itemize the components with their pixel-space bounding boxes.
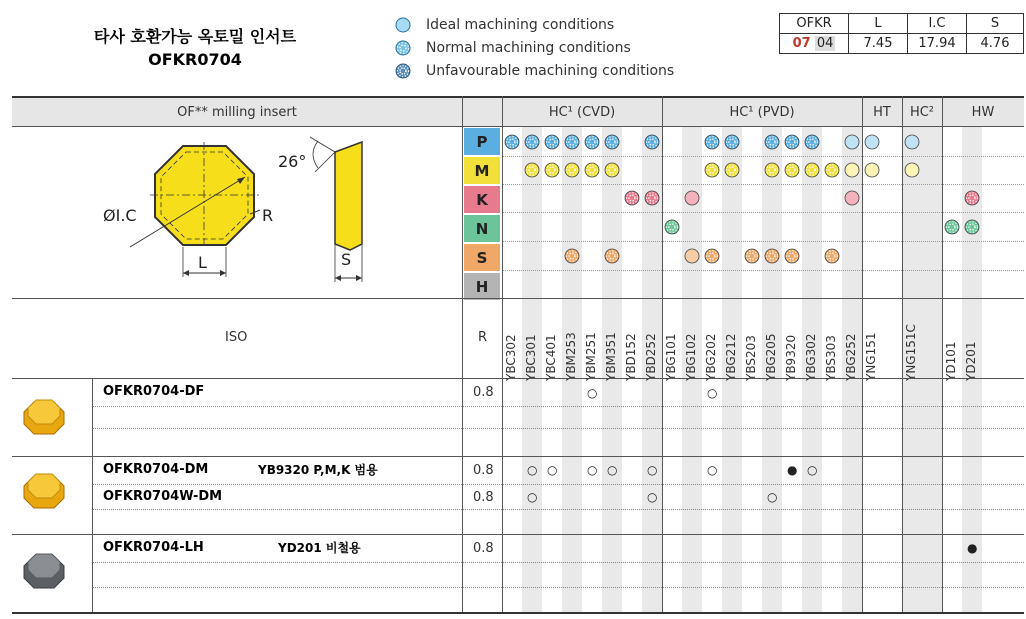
normal-flower-icon [744, 248, 760, 264]
dims-value-ic: 17.94 [908, 34, 967, 54]
dims-size-code: 07 04 [780, 34, 849, 54]
legend-unfavourable [392, 60, 674, 82]
iso-group-p: P [464, 128, 500, 155]
insert-r-dm: 0.8 [473, 463, 494, 478]
grid-line [662, 96, 663, 612]
grade-label: YBG102 [684, 333, 698, 381]
iso-group-n: N [464, 215, 500, 242]
normal-flower-icon [504, 134, 520, 150]
grade-label: YBM251 [584, 332, 598, 381]
normal-flower-icon [964, 219, 980, 235]
grid-line [92, 406, 1024, 407]
insert-grade-mark: ○ [547, 463, 558, 477]
ideal-circle-icon [864, 162, 880, 178]
dims-header-s: S [967, 14, 1024, 34]
grid-line [92, 378, 93, 612]
grid-line [502, 270, 1024, 271]
grade-label: YBC302 [504, 334, 518, 381]
iso-group-s: S [464, 244, 500, 271]
insert-code-lh: OFKR0704-LH [103, 540, 204, 555]
r-label: R [262, 206, 274, 225]
insert-grade-mark: ○ [587, 463, 598, 477]
normal-flower-icon [784, 134, 800, 150]
ideal-circle-icon [844, 190, 860, 206]
group-hc-pvd: HC¹ (PVD) [729, 104, 795, 120]
grade-label: YBC301 [524, 334, 538, 381]
l-label: L [198, 253, 207, 272]
group-hc-cvd: HC¹ (CVD) [548, 104, 616, 120]
insert-grade-mark: ○ [807, 463, 818, 477]
insert-note-dm: YB9320 P,M,K 범용 [258, 463, 378, 477]
normal-flower-icon [724, 162, 740, 178]
unfavourable-flower-icon [964, 190, 980, 206]
normal-flower-icon [764, 248, 780, 264]
normal-flower-icon [764, 162, 780, 178]
group-hc2: HC² [909, 104, 935, 120]
grid-line [92, 562, 1024, 563]
insert-grade-mark: ● [787, 463, 798, 477]
normal-flower-icon [644, 134, 660, 150]
grid-line [462, 96, 463, 612]
grid-line [12, 126, 1024, 127]
dims-header-ofkr: OFKR [780, 14, 849, 34]
ideal-circle-icon [864, 134, 880, 150]
grade-label: YNG151C [904, 324, 918, 381]
grade-label: YNG151 [864, 332, 878, 381]
grid-line [12, 612, 1024, 614]
normal-flower-icon [664, 219, 680, 235]
normal-flower-icon [804, 162, 820, 178]
normal-flower-icon [564, 162, 580, 178]
grade-label: YBD252 [644, 333, 658, 381]
unfavourable-flower-icon [392, 63, 414, 79]
ideal-circle-icon [684, 248, 700, 264]
normal-flower-icon [392, 40, 414, 56]
insert-grade-mark: ○ [767, 490, 778, 504]
insert-grade-mark: ○ [707, 463, 718, 477]
insert-note-lh: YD201 비철용 [278, 541, 361, 555]
grade-label: YBG302 [804, 333, 818, 381]
insert-r-lh: 0.8 [473, 541, 494, 556]
insert-grade-mark: ○ [527, 490, 538, 504]
normal-flower-icon [604, 134, 620, 150]
insert-thumb-dm [22, 468, 66, 512]
normal-flower-icon [944, 219, 960, 235]
insert-thumb-lh [22, 548, 66, 592]
normal-flower-icon [584, 134, 600, 150]
legend-normal [392, 37, 631, 59]
legend-label-normal: Normal machining conditions [426, 40, 631, 56]
grid-line [92, 484, 1024, 485]
normal-flower-icon [704, 134, 720, 150]
normal-flower-icon [624, 190, 640, 206]
legend-label-ideal: Ideal machining conditions [426, 17, 615, 33]
ideal-circle-icon [684, 190, 700, 206]
grid-line [12, 534, 1024, 535]
group-hw: HW [971, 104, 995, 120]
grid-line [502, 241, 1024, 242]
insert-r-w-dm: 0.8 [473, 490, 494, 505]
grid-line [902, 96, 903, 612]
grade-label: YBS203 [744, 335, 758, 381]
grade-label: YBG252 [844, 333, 858, 381]
iso-group-m: M [464, 157, 500, 184]
grid-line [12, 298, 1024, 299]
normal-flower-icon [824, 162, 840, 178]
grade-label: YBG205 [764, 333, 778, 381]
grid-line [92, 428, 1024, 429]
grade-label: YBG202 [704, 333, 718, 381]
ideal-circle-icon [392, 17, 414, 33]
grid-line [12, 456, 1024, 457]
grid-line [12, 96, 1024, 98]
normal-flower-icon [584, 162, 600, 178]
s-label: S [341, 250, 352, 269]
normal-flower-icon [564, 248, 580, 264]
dims-header-ic: I.C [908, 14, 967, 34]
insert-grade-mark: ○ [587, 386, 598, 400]
normal-flower-icon [544, 134, 560, 150]
insert-grade-mark: ○ [607, 463, 618, 477]
grid-line [502, 184, 1024, 185]
iso-label: ISO [225, 330, 248, 345]
dims-value-s: 4.76 [967, 34, 1024, 54]
r-column-label: R [478, 330, 488, 345]
angle-label: 26° [278, 152, 307, 171]
iso-group-h: H [464, 273, 500, 300]
grid-line [92, 509, 1024, 510]
grade-label: YBC401 [544, 334, 558, 381]
normal-flower-icon [804, 134, 820, 150]
grade-label: YD101 [944, 341, 958, 381]
page-subtitle: OFKR0704 [148, 50, 242, 69]
normal-flower-icon [784, 248, 800, 264]
ic-label: ØI.C [103, 206, 137, 225]
normal-flower-icon [564, 134, 580, 150]
insert-r-df: 0.8 [473, 385, 494, 400]
iso-group-k: K [464, 186, 500, 213]
normal-flower-icon [784, 162, 800, 178]
normal-flower-icon [704, 248, 720, 264]
insert-grade-mark: ○ [707, 386, 718, 400]
group-ht: HT [873, 104, 891, 120]
normal-flower-icon [764, 134, 780, 150]
grid-line [12, 378, 1024, 379]
insert-grade-mark: ○ [527, 463, 538, 477]
insert-code-df: OFKR0704-DF [103, 384, 205, 399]
normal-flower-icon [604, 162, 620, 178]
grid-line [862, 96, 863, 612]
normal-flower-icon [524, 134, 540, 150]
normal-flower-icon [704, 162, 720, 178]
normal-flower-icon [544, 162, 560, 178]
grade-label: YBM253 [564, 332, 578, 381]
grid-line [502, 212, 1024, 213]
grid-line [502, 156, 1024, 157]
insert-thumb-df [22, 394, 66, 438]
grade-label: YBS303 [824, 335, 838, 381]
ideal-circle-icon [844, 162, 860, 178]
grade-label: YD201 [964, 341, 978, 381]
normal-flower-icon [644, 190, 660, 206]
grade-label: YB9320 [784, 334, 798, 381]
insert-header: OF** milling insert [177, 104, 297, 120]
grade-label: YBD152 [624, 333, 638, 381]
insert-grade-mark: ○ [647, 490, 658, 504]
page-title: 타사 호환가능 옥토밀 인서트 [93, 27, 297, 46]
grid-line [942, 96, 943, 612]
normal-flower-icon [604, 248, 620, 264]
ideal-circle-icon [904, 162, 920, 178]
legend-label-unfavourable: Unfavourable machining conditions [426, 63, 675, 79]
normal-flower-icon [824, 248, 840, 264]
dims-header-l: L [849, 14, 908, 34]
insert-code-w-dm: OFKR0704W-DM [103, 489, 223, 504]
grade-label: YBG212 [724, 333, 738, 381]
insert-grade-mark: ○ [647, 463, 658, 477]
insert-grade-mark: ● [967, 541, 978, 555]
ideal-circle-icon [904, 134, 920, 150]
legend-ideal [392, 14, 614, 36]
dims-value-l: 7.45 [849, 34, 908, 54]
normal-flower-icon [724, 134, 740, 150]
grid-line [502, 96, 503, 612]
ideal-circle-icon [844, 134, 860, 150]
grade-label: YBG101 [664, 333, 678, 381]
insert-code-dm: OFKR0704-DM [103, 462, 209, 477]
grade-label: YBM351 [604, 332, 618, 381]
dimensions-table [779, 13, 1024, 54]
normal-flower-icon [524, 162, 540, 178]
grid-line [92, 587, 1024, 588]
